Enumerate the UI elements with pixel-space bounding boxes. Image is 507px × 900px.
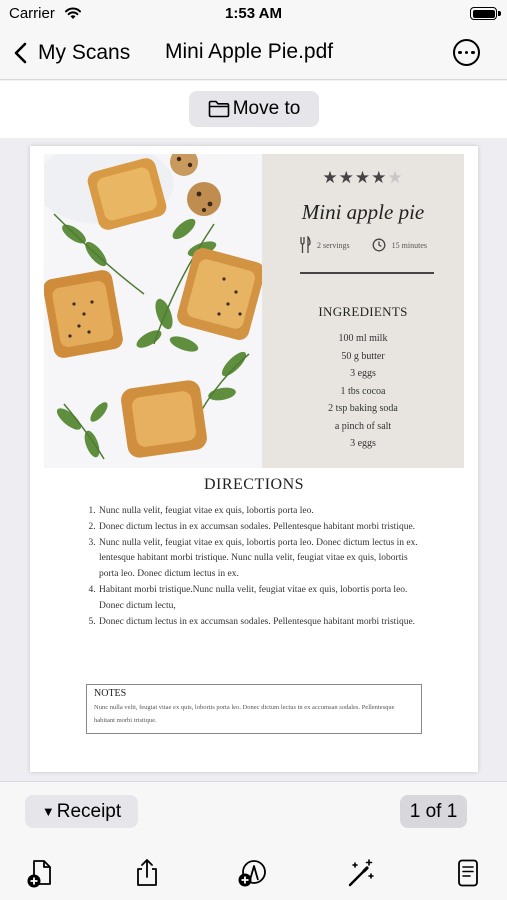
direction-step: 3. Nunc nulla velit, feugiat vitae ex quis, lobortis porta leo. Donec dictum lectus in ex. lentesque habitant morbi tristique. Nunc nulla velit, feugiat vitae ex quis, lobortis porta leo. Donec dictum lectus in ex. <box>98 536 428 583</box>
direction-step: 5. Donec dictum lectus in ex accumsan sodales. Pellentesque habitant morbi tristique. <box>98 615 428 631</box>
document-type-button[interactable] <box>25 795 138 828</box>
chevron-left-icon <box>12 42 30 64</box>
markup-icon <box>238 858 268 888</box>
notes-heading: NOTES <box>94 688 127 699</box>
ingredient-item: 1 tbs cocoa <box>340 385 386 397</box>
carrier-label: Carrier <box>9 5 55 22</box>
direction-step: 1. Nunc nulla velit, feugiat vitae ex quis, lobortis porta leo. <box>98 504 428 520</box>
ingredients-heading: INGREDIENTS <box>318 304 408 319</box>
status-time: 1:53 AM <box>225 5 282 22</box>
utensils-icon <box>299 236 311 254</box>
share-button[interactable] <box>132 858 162 888</box>
rating-stars <box>262 168 464 188</box>
ingredient-item: 2 tsp baking soda <box>328 403 398 414</box>
recipe-meta <box>262 236 464 254</box>
add-page-icon <box>26 858 56 888</box>
directions-heading: DIRECTIONS <box>203 476 305 493</box>
share-icon <box>132 858 162 888</box>
ingredient-item: 50 g butter <box>341 350 385 362</box>
recipe-title: Mini apple pie <box>301 200 425 224</box>
magic-wand-icon <box>346 858 376 888</box>
status-bar <box>0 0 507 28</box>
navigation-bar <box>0 28 507 80</box>
notes-box <box>86 684 422 734</box>
servings-text: 2 servings <box>316 240 350 250</box>
back-button[interactable] <box>12 38 130 68</box>
battery-icon <box>470 7 497 20</box>
text-recognition-button[interactable] <box>453 858 483 888</box>
page-counter: 1 of 1 <box>400 795 467 828</box>
ingredient-item: a pinch of salt <box>334 420 392 432</box>
enhance-button[interactable] <box>346 858 376 888</box>
directions-list <box>88 504 428 630</box>
ingredient-item: 3 eggs <box>350 438 376 449</box>
back-label: My Scans <box>38 41 131 64</box>
more-options-button[interactable] <box>453 39 480 66</box>
star-filled-icon: ★★★★ <box>322 168 388 187</box>
text-document-icon <box>453 858 483 888</box>
move-to-label: Move to <box>232 98 301 119</box>
recipe-info-panel <box>262 154 464 468</box>
move-to-button[interactable] <box>189 91 319 127</box>
page-title: Mini Apple Pie.pdf <box>165 40 334 63</box>
document-type-label: Receipt <box>56 800 122 822</box>
folder-icon <box>208 100 230 118</box>
ellipsis-circle-icon <box>458 51 462 55</box>
ingredients-list <box>262 330 464 453</box>
direction-step: 2. Donec dictum lectus in ex accumsan sodales. Pellentesque habitant morbi tristique. <box>98 520 428 536</box>
notes-text: Nunc nulla velit, feugiat vitae ex quis, lobortis porta leo. Donec dictum lectus in ex accumsan sodales. Pellentesque habitant morbi tristique. <box>94 704 395 724</box>
caret-down-icon: ▼ <box>41 804 55 819</box>
recipe-photo <box>44 154 262 468</box>
divider <box>300 272 434 274</box>
move-bar <box>0 81 507 138</box>
ingredient-item: 3 eggs <box>350 368 376 379</box>
bottom-toolbar <box>0 781 507 900</box>
document-page[interactable] <box>30 146 478 772</box>
ingredient-item: 100 ml milk <box>338 333 388 344</box>
time-text: 15 minutes <box>391 240 427 250</box>
markup-button[interactable] <box>238 858 268 888</box>
add-page-button[interactable] <box>26 858 56 888</box>
clock-icon <box>372 238 386 252</box>
document-preview-area[interactable] <box>0 138 507 781</box>
star-empty-icon: ★ <box>387 168 404 187</box>
direction-step: 4. Habitant morbi tristique.Nunc nulla velit, feugiat vitae ex quis, lobortis porta leo. Donec dictum lectu, <box>98 583 428 615</box>
